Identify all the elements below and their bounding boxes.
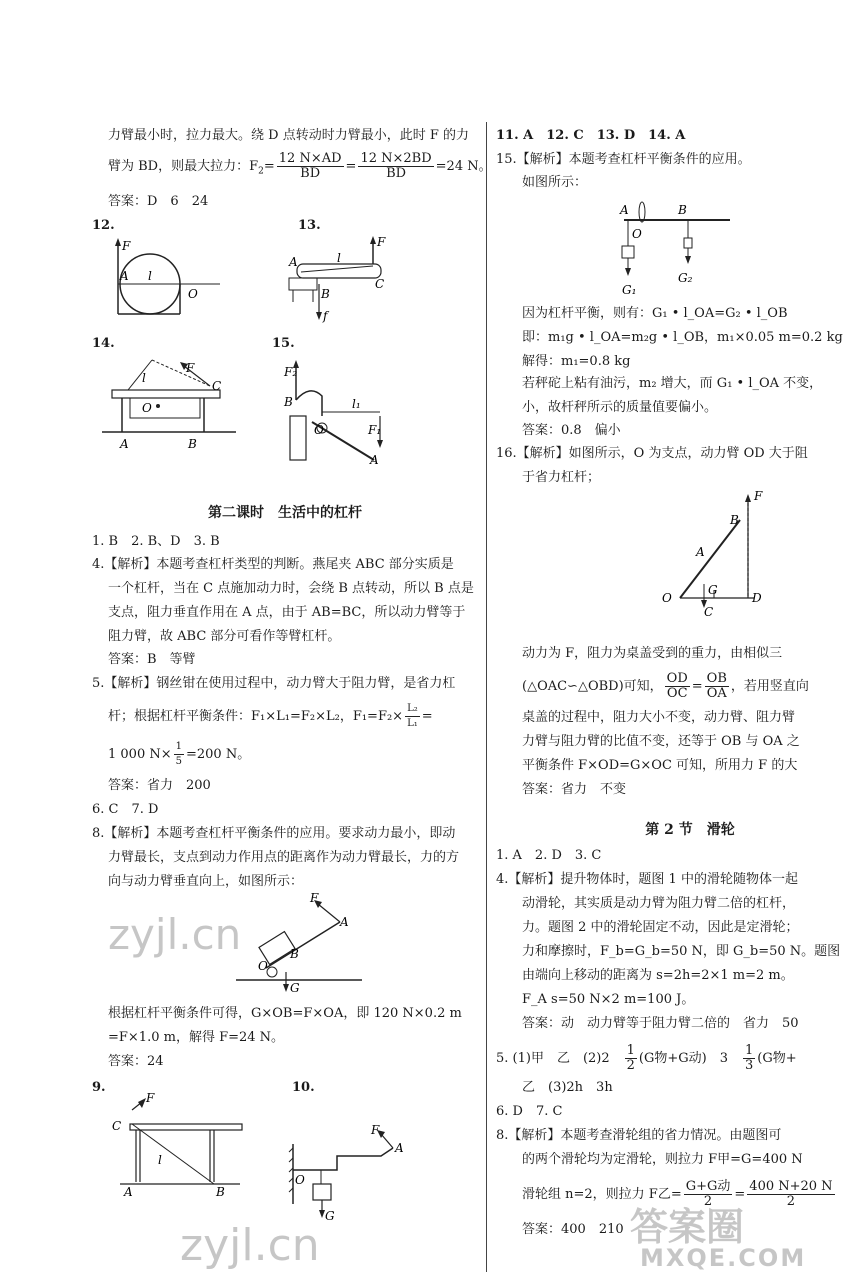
figure-8 <box>232 891 372 995</box>
p8-line-1: 8.【解析】本题考查滑轮组的省力情况。由题图可 <box>496 1128 782 1143</box>
fig12-A: A <box>120 269 129 283</box>
q9-label: 9. <box>92 1080 106 1095</box>
steelyard-A: A <box>620 203 629 217</box>
q15-line-4: 即：m₁g • l_OA=m₂g • l_OB，m₁×0.05 m=0.2 kg <box>522 330 843 345</box>
q16-line-3: 动力为 F，阻力为桌盖受到的重力，由相似三 <box>522 646 783 661</box>
p4-line-1: 4.【解析】提升物体时，题图 1 中的滑轮随物体一起 <box>496 872 798 887</box>
watermark-2: zyjl.cn <box>180 1220 320 1271</box>
fig10-O: O <box>295 1173 305 1187</box>
q8-line-4: 根据杠杆平衡条件可得，G×OB=F×OA，即 120 N×0.2 m <box>108 1006 462 1021</box>
answers-6-7: 6. C 7. D <box>92 802 159 817</box>
desk-F: F <box>754 489 763 503</box>
q8-line-5: =F×1.0 m，解得 F=24 N。 <box>108 1030 285 1045</box>
fig14-F: F <box>186 361 195 375</box>
section-title: 第二课时 生活中的杠杆 <box>208 505 362 521</box>
figure-steelyard <box>620 198 730 297</box>
fig14-l: l <box>142 371 146 385</box>
p5-line-1: 5. (1)甲 乙 (2)2 $\frac{1}{2}$ (G物+G动) 3 $\frac{1}{3}$ (G物+ <box>496 1043 797 1073</box>
fig12-F: F <box>122 239 131 253</box>
desk-C: C <box>704 605 714 619</box>
figure-9 <box>110 1091 250 1199</box>
fig15-O: O <box>314 423 324 437</box>
fig14-O: O <box>142 401 152 415</box>
figure-13 <box>285 236 405 322</box>
watermark-3: 答案圈 <box>630 1205 745 1249</box>
fig8-F: F <box>310 891 319 905</box>
fig13-C: C <box>375 277 385 291</box>
p4-line-6: F_A s=50 N×2 m=100 J。 <box>522 992 695 1007</box>
q15-line-1: 15.【解析】本题考查杠杆平衡条件的应用。 <box>496 152 751 167</box>
q13-label: 13. <box>298 218 321 233</box>
steelyard-G2: G₂ <box>678 271 693 285</box>
section-pulley-title: 第 2 节 滑轮 <box>645 822 735 838</box>
q5-line-2: 杆；根据杠杆平衡条件：F₁×L₁=F₂×L₂，F₁=F₂× $\frac{\text{L₂}}{\text{L₁}}$ = <box>108 703 433 729</box>
fig13-F: F <box>377 235 386 249</box>
q10-label: 10. <box>292 1080 315 1095</box>
answers-11-14: 11. A 12. C 13. D 14. A <box>496 128 686 143</box>
intro-line-1: 力臂最小时，拉力最大。绕 D 点转动时力臂最小，此时 F 的力 <box>108 128 469 143</box>
fig14-C: C <box>212 379 222 393</box>
fig14-A: A <box>120 437 129 451</box>
figure-12 <box>100 236 230 316</box>
fig10-G: G <box>325 1209 335 1223</box>
q15-line-3: 因为杠杆平衡，则有：G₁ • l_OA=G₂ • l_OB <box>522 306 788 321</box>
q5-line-3: 1 000 N× $\frac{1}{5}$ =200 N。 <box>108 741 251 767</box>
fig8-O: O <box>258 959 268 973</box>
q16-line-6: 力臂与阻力臂的比值不变，还等于 OB 与 OA 之 <box>522 734 800 749</box>
figure-15 <box>282 356 392 466</box>
steelyard-O: O <box>632 227 642 241</box>
p4-answer: 答案：动 动力臂等于阻力臂二倍的 省力 50 <box>522 1016 799 1031</box>
steelyard-G1: G₁ <box>622 283 637 297</box>
fig9-A: A <box>124 1185 133 1199</box>
q15-line-6: 若秤砣上粘有油污，m₂ 增大，而 G₁ • l_OA 不变， <box>522 376 823 391</box>
fig15-A: A <box>370 453 379 467</box>
desk-B: B <box>730 513 739 527</box>
q5-answer: 答案：省力 200 <box>108 778 211 793</box>
right-column <box>490 0 843 1280</box>
q8-line-3: 向与动力臂垂直向上，如图所示： <box>108 874 304 889</box>
q4-answer: 答案：B 等臂 <box>108 652 196 667</box>
fig8-G: G <box>290 981 300 995</box>
watermark-1: zyjl.cn <box>108 910 242 959</box>
fig12-l: l <box>148 269 152 283</box>
p5-line-2: 乙 (3)2h 3h <box>522 1080 613 1095</box>
desk-A: A <box>696 545 705 559</box>
q15-line-2: 如图所示： <box>522 175 588 190</box>
fig13-l: l <box>337 251 341 265</box>
p4-line-3: 力。题图 2 中的滑轮固定不动，因此是定滑轮； <box>522 920 799 935</box>
q15-answer: 答案：0.8 偏小 <box>522 423 621 438</box>
p8-answer: 答案：400 210 <box>522 1222 624 1237</box>
q14-label: 14. <box>92 336 115 351</box>
p8-line-2: 的两个滑轮均为定滑轮，则拉力 F甲=G=400 N <box>522 1152 803 1167</box>
q16-answer: 答案：省力 不变 <box>522 782 627 797</box>
fig10-F: F <box>371 1123 380 1137</box>
fig13-f: f <box>323 309 328 323</box>
fig15-F2: F₂ <box>284 365 298 379</box>
p4-line-4: 力和摩擦时，F_b=G_b=50 N，即 G_b=50 N。题图 <box>522 944 841 959</box>
figure-14 <box>100 356 240 450</box>
fig9-C: C <box>112 1119 122 1133</box>
fig13-B: B <box>321 287 330 301</box>
fig9-B: B <box>216 1185 225 1199</box>
fig12-O: O <box>188 287 198 301</box>
fig8-A: A <box>340 915 349 929</box>
fig15-F1: F₁ <box>368 423 382 437</box>
q8-answer: 答案：24 <box>108 1054 164 1069</box>
intro-line-2: 臂为 BD，则最大拉力：$F_2=$ $\frac{12 N\times AD}{BD}$ = $\frac{12 N\times 2BD}{BD}$ =24 N。 <box>108 151 492 181</box>
figure-desk-lid <box>650 489 763 638</box>
fig9-l: l <box>158 1153 162 1167</box>
p4-line-5: 由端向上移动的距离为 s=2h=2×1 m=2 m。 <box>522 968 794 983</box>
desk-O: O <box>662 591 672 605</box>
q16-line-2: 于省力杠杆； <box>522 470 601 485</box>
column-divider <box>486 122 487 1272</box>
answer-top: 答案：D 6 24 <box>108 194 209 209</box>
q12-label: 12. <box>92 218 115 233</box>
steelyard-B: B <box>678 203 687 217</box>
q4-line-4: 阻力臂，故 ABC 部分可看作等臂杠杆。 <box>108 629 341 644</box>
q5-line-1: 5.【解析】钢丝钳在使用过程中，动力臂大于阻力臂，是省力杠 <box>92 676 456 691</box>
q4-line-1: 4.【解析】本题考查杠杆类型的判断。燕尾夹 ABC 部分实质是 <box>92 557 454 572</box>
pulley-answers-6-7: 6. D 7. C <box>496 1104 563 1119</box>
fig10-A: A <box>395 1141 404 1155</box>
figure-10 <box>285 1100 415 1223</box>
fig8-B: B <box>290 947 299 961</box>
fig9-F: F <box>146 1091 155 1105</box>
q8-line-2: 力臂最长，支点到动力作用点的距离作为动力臂最长，力的方 <box>108 850 460 865</box>
watermark-4: MXQE.COM <box>640 1244 807 1272</box>
q16-line-1: 16.【解析】如图所示，O 为支点，动力臂 OD 大于阻 <box>496 446 808 461</box>
fig15-l1: l₁ <box>352 397 361 411</box>
q4-line-2: 一个杠杆，当在 C 点施加动力时，会绕 B 点转动，所以 B 点是 <box>108 581 474 596</box>
p8-line-3: 滑轮组 n=2，则拉力 F乙= $\frac{\text{G+G动}}{2}$ = $\frac{400 N+20 N}{2}$ <box>522 1179 833 1209</box>
q8-line-1: 8.【解析】本题考查杠杆平衡条件的应用。要求动力最小，即动 <box>92 826 456 841</box>
fig15-B: B <box>284 395 293 409</box>
desk-D: D <box>752 591 762 605</box>
q16-line-5: 桌盖的过程中，阻力大小不变，动力臂、阻力臂 <box>522 710 796 725</box>
fig13-A: A <box>289 255 298 269</box>
q4-line-3: 支点，阻力垂直作用在 A 点，由于 AB=BC，所以动力臂等于 <box>108 605 466 620</box>
p4-line-2: 动滑轮，其实质是动力臂为阻力臂二倍的杠杆， <box>522 896 796 911</box>
fig14-B: B <box>188 437 197 451</box>
q15-label: 15. <box>272 336 295 351</box>
desk-G: G <box>708 583 718 597</box>
answers-1-3: 1. B 2. B、D 3. B <box>92 534 220 549</box>
pulley-answers-1-3: 1. A 2. D 3. C <box>496 848 602 863</box>
q16-line-4: (△OAC∽△OBD)可知， $\frac{OD}{OC}$ = $\frac{OB}{OA}$ ，若用竖直向 <box>522 671 809 701</box>
q15-line-7: 小，故杆秤所示的质量值要偏小。 <box>522 400 718 415</box>
q16-line-7: 平衡条件 F×OD=G×OC 可知，所用力 F 的大 <box>522 758 798 773</box>
q15-line-5: 解得：m₁=0.8 kg <box>522 354 631 369</box>
